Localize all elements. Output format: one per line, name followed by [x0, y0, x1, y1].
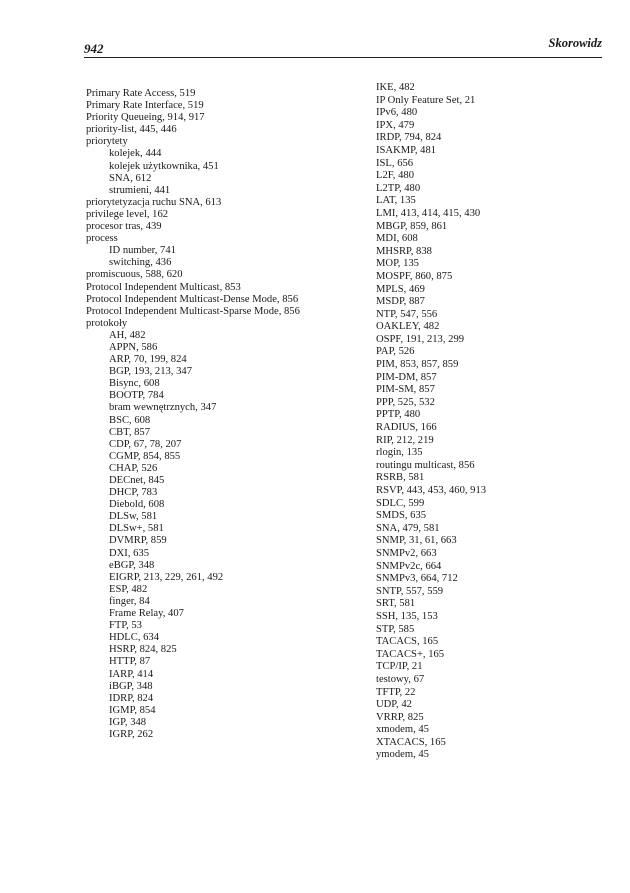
index-subentry: LAT, 135 — [376, 195, 416, 207]
index-entry: Protocol Independent Multicast-Sparse Mode, 856 — [86, 305, 300, 317]
index-subentry: IGMP, 854 — [109, 704, 156, 716]
index-entry: Primary Rate Interface, 519 — [86, 100, 204, 112]
index-subentry: SNTP, 557, 559 — [376, 585, 444, 597]
index-subentry: MHSRP, 838 — [376, 245, 432, 257]
index-subentry: SNMPv3, 664, 712 — [376, 573, 458, 585]
index-subentry: HDLC, 634 — [109, 632, 160, 644]
index-subentry: TCP/IP, 21 — [376, 661, 423, 673]
index-subentry: RADIUS, 166 — [376, 422, 437, 434]
index-subentry: TACACS, 165 — [376, 636, 439, 648]
index-subentry: SNMPv2c, 664 — [376, 560, 442, 572]
index-subentry: SSH, 135, 153 — [376, 610, 438, 622]
index-subentry: ID number, 741 — [109, 245, 176, 257]
index-subentry: MDI, 608 — [376, 233, 418, 245]
index-subentry: bram wewnętrznych, 347 — [109, 402, 217, 414]
index-subentry: PAP, 526 — [376, 346, 415, 358]
index-subentry: IDRP, 824 — [109, 692, 154, 704]
index-subentry: HTTP, 87 — [109, 656, 151, 668]
index-subentry: RSVP, 443, 453, 460, 913 — [376, 485, 487, 496]
index-subentry: IGRP, 262 — [109, 728, 154, 740]
index-subentry: ESP, 482 — [109, 583, 148, 595]
index-entry: protokoły — [86, 317, 128, 329]
index-subentry: XTACACS, 165 — [376, 736, 446, 748]
index-subentry: finger, 84 — [109, 595, 150, 607]
index-subentry: routingu multicast, 856 — [376, 459, 475, 471]
index-subentry: IKE, 482 — [376, 82, 415, 93]
index-subentry: IGP, 348 — [109, 716, 147, 728]
index-subentry: MBGP, 859, 861 — [376, 220, 448, 232]
index-subentry: Frame Relay, 407 — [109, 608, 184, 620]
index-subentry: PIM-DM, 857 — [376, 371, 437, 383]
index-subentry: switching, 436 — [109, 257, 172, 269]
index-entry: Primary Rate Access, 519 — [86, 88, 196, 99]
index-subentry: PPTP, 480 — [376, 409, 421, 421]
index-subentry: Bisync, 608 — [109, 378, 160, 390]
index-subentry: strumieni, 441 — [109, 184, 171, 196]
index-column-right — [376, 82, 616, 762]
index-subentry: BSC, 608 — [109, 414, 151, 426]
index-subentry: testowy, 67 — [376, 673, 425, 685]
index-subentry: RIP, 212, 219 — [376, 434, 434, 446]
index-subentry: DLSw+, 581 — [109, 523, 164, 535]
index-subentry: SRT, 581 — [376, 598, 416, 610]
index-subentry: APPN, 586 — [109, 341, 158, 353]
index-subentry: CDP, 67, 78, 207 — [109, 438, 182, 450]
index-subentry: SDLC, 599 — [376, 497, 425, 509]
index-subentry: MOP, 135 — [376, 258, 419, 270]
index-subentry: VRRP, 825 — [376, 711, 424, 723]
index-subentry: DVMRP, 859 — [109, 535, 167, 547]
index-subentry: OSPF, 191, 213, 299 — [376, 333, 465, 345]
index-subentry: DLSw, 581 — [109, 511, 158, 523]
index-subentry: HSRP, 824, 825 — [109, 644, 177, 656]
index-subentry: AH, 482 — [109, 329, 146, 341]
index-subentry: IRDP, 794, 824 — [376, 132, 442, 144]
index-subentry: CBT, 857 — [109, 426, 151, 438]
index-subentry: kolejek użytkownika, 451 — [109, 160, 219, 172]
index-subentry: LMI, 413, 414, 415, 430 — [376, 207, 481, 219]
index-subentry: CHAP, 526 — [109, 462, 158, 474]
index-subentry: PIM, 853, 857, 859 — [376, 359, 459, 371]
index-entry: priority-list, 445, 446 — [86, 124, 177, 136]
index-subentry: ISL, 656 — [376, 157, 414, 169]
index-subentry: IPv6, 480 — [376, 107, 418, 119]
index-subentry: PIM-SM, 857 — [376, 384, 435, 396]
index-subentry: NTP, 547, 556 — [376, 308, 438, 320]
index-subentry: RSRB, 581 — [376, 472, 425, 484]
index-subentry: CGMP, 854, 855 — [109, 450, 181, 462]
index-subentry: UDP, 42 — [376, 699, 412, 711]
index-entry: Protocol Independent Multicast-Dense Mode, 856 — [86, 293, 299, 305]
index-subentry: OAKLEY, 482 — [376, 321, 440, 333]
index-subentry: kolejek, 444 — [109, 148, 162, 160]
index-subentry: STP, 585 — [376, 623, 415, 635]
index-subentry: IARP, 414 — [109, 668, 154, 680]
index-subentry: DXI, 635 — [109, 547, 150, 559]
index-subentry: BOOTP, 784 — [109, 390, 164, 402]
index-subentry: DECnet, 845 — [109, 475, 165, 486]
index-entry: priorytety — [86, 136, 128, 148]
index-subentry: SNMPv2, 663 — [376, 547, 437, 559]
index-entry: process — [86, 233, 118, 245]
index-subentry: TACACS+, 165 — [376, 648, 445, 660]
index-entry: priorytetyzacja ruchu SNA, 613 — [86, 196, 222, 208]
running-title: Skorowidz — [548, 36, 602, 50]
index-subentry: ISAKMP, 481 — [376, 144, 437, 156]
index-subentry: L2TP, 480 — [376, 182, 421, 194]
index-subentry: SMDS, 635 — [376, 510, 427, 522]
index-entry: promiscuous, 588, 620 — [86, 269, 183, 281]
index-subentry: SNA, 612 — [109, 172, 152, 184]
index-subentry: BGP, 193, 213, 347 — [109, 366, 192, 378]
index-subentry: iBGP, 348 — [109, 680, 153, 692]
index-subentry: ymodem, 45 — [376, 749, 429, 761]
index-subentry: SNA, 479, 581 — [376, 522, 440, 534]
index-subentry: PPP, 525, 532 — [376, 396, 435, 408]
index-subentry: L2F, 480 — [376, 170, 414, 182]
index-subentry: MOSPF, 860, 875 — [376, 270, 453, 282]
index-entry: Priority Queueing, 914, 917 — [86, 112, 205, 124]
index-subentry: ARP, 70, 199, 824 — [109, 354, 187, 366]
index-subentry: SNMP, 31, 61, 663 — [376, 535, 457, 547]
index-subentry: EIGRP, 213, 229, 261, 492 — [109, 571, 224, 583]
index-subentry: MSDP, 887 — [376, 296, 425, 308]
index-entry: Protocol Independent Multicast, 853 — [86, 281, 241, 293]
index-subentry: xmodem, 45 — [376, 724, 429, 736]
index-subentry: IPX, 479 — [376, 119, 415, 131]
index-entry: privilege level, 162 — [86, 208, 169, 220]
index-subentry: rlogin, 135 — [376, 447, 423, 459]
index-subentry: MPLS, 469 — [376, 283, 425, 295]
index-subentry: FTP, 53 — [109, 620, 142, 632]
header-rule — [84, 57, 602, 58]
index-subentry: TFTP, 22 — [376, 686, 416, 698]
index-subentry: Diebold, 608 — [109, 499, 165, 511]
index-subentry: IP Only Feature Set, 21 — [376, 94, 476, 106]
index-subentry: DHCP, 783 — [109, 487, 158, 499]
page-number: 942 — [84, 41, 104, 56]
index-subentry: eBGP, 348 — [109, 559, 155, 571]
index-column-left — [86, 88, 356, 741]
index-entry: procesor tras, 439 — [86, 221, 162, 233]
